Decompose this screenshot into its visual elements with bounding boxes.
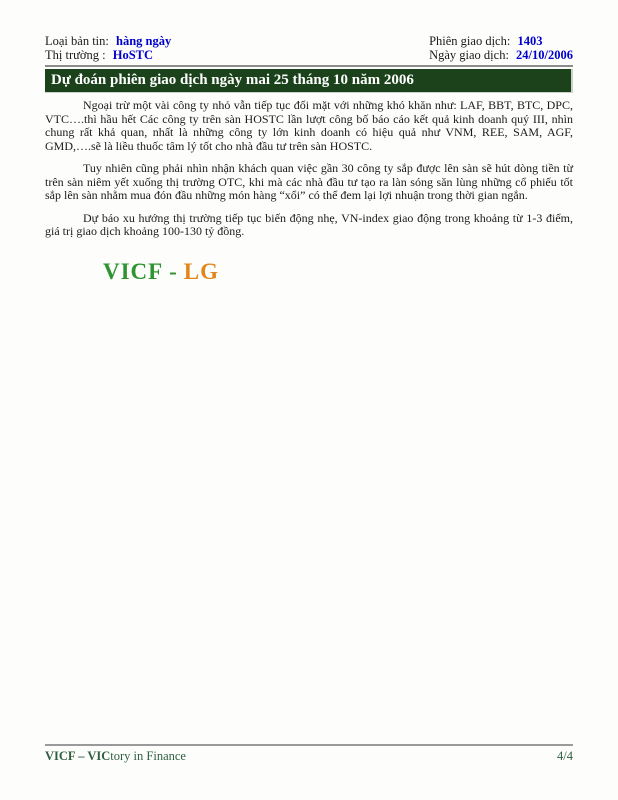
session-number-value: 1403 — [517, 34, 543, 48]
bulletin-header — [45, 34, 573, 62]
bulletin-type-value: hàng ngày — [116, 34, 172, 48]
forecast-paragraph-1: Ngoại trừ một vài công ty nhỏ vẫn tiếp tục đối mặt với những khó khăn như: LAF, BBT, BTC, DPC, VTC….thì hầu hết Các công ty trên sàn HOSTC lần lượt công bố báo cáo kết quả kinh doanh quý III, nhìn chung rất khả quan, nhất là những công ty lớn kinh doanh có hiệu quả như VNM, REE, SAM, AGF, GMD,….sẽ là liều thuốc tâm lý tốt cho nhà đầu tư trên sàn HOSTC. — [45, 98, 573, 153]
page-content — [45, 34, 573, 285]
section-title-bar — [45, 69, 573, 93]
header-left-column — [45, 34, 171, 62]
bulletin-type-row — [45, 34, 171, 48]
logo-lg-text: LG — [183, 258, 220, 284]
bulletin-type-label: Loại bản tin: — [45, 34, 109, 48]
footer-brand-regular: tory in Finance — [110, 749, 186, 763]
forecast-body — [45, 99, 573, 239]
section-title: Dự đoán phiên giao dịch ngày mai 25 tháng 10 năm 2006 — [51, 72, 414, 88]
trading-date-value: 24/10/2006 — [516, 48, 573, 62]
session-number-row — [429, 34, 573, 48]
session-number-label: Phiên giao dịch: — [429, 34, 511, 48]
vicf-lg-logo — [103, 259, 573, 285]
market-value: HoSTC — [112, 48, 154, 62]
header-right-column — [429, 34, 573, 62]
footer-brand-bold: VICF – VIC — [45, 749, 111, 763]
logo-vicf-text: VICF - — [103, 258, 178, 284]
header-divider — [45, 65, 573, 67]
page-number: 4/4 — [557, 749, 573, 763]
trading-date-row — [429, 48, 573, 62]
trading-date-label: Ngày giao dịch: — [429, 48, 509, 62]
forecast-paragraph-2: Tuy nhiên cũng phải nhìn nhận khách quan việc gần 30 công ty sắp được lên sàn sẽ hút dòng tiền từ trên sàn niêm yết xuống thị trường OTC, khi mà các nhà đầu tư tạo ra làn sóng săn lùng những cổ phiếu tốt sắp lên sàn nhằm mua đón đầu những món hàng “xổi” có thể đem lại lợi nhuận trong thời gian ngắn. — [45, 161, 573, 202]
footer-brand — [45, 749, 186, 764]
forecast-paragraph-3: Dự báo xu hướng thị trường tiếp tục biến động nhẹ, VN-index giao động trong khoảng từ 1-3 điểm, giá trị giao dịch khoảng 100-130 tỷ đồng. — [45, 210, 573, 238]
page-footer — [45, 744, 573, 764]
market-row — [45, 48, 171, 62]
market-label: Thị trường : — [45, 48, 106, 62]
